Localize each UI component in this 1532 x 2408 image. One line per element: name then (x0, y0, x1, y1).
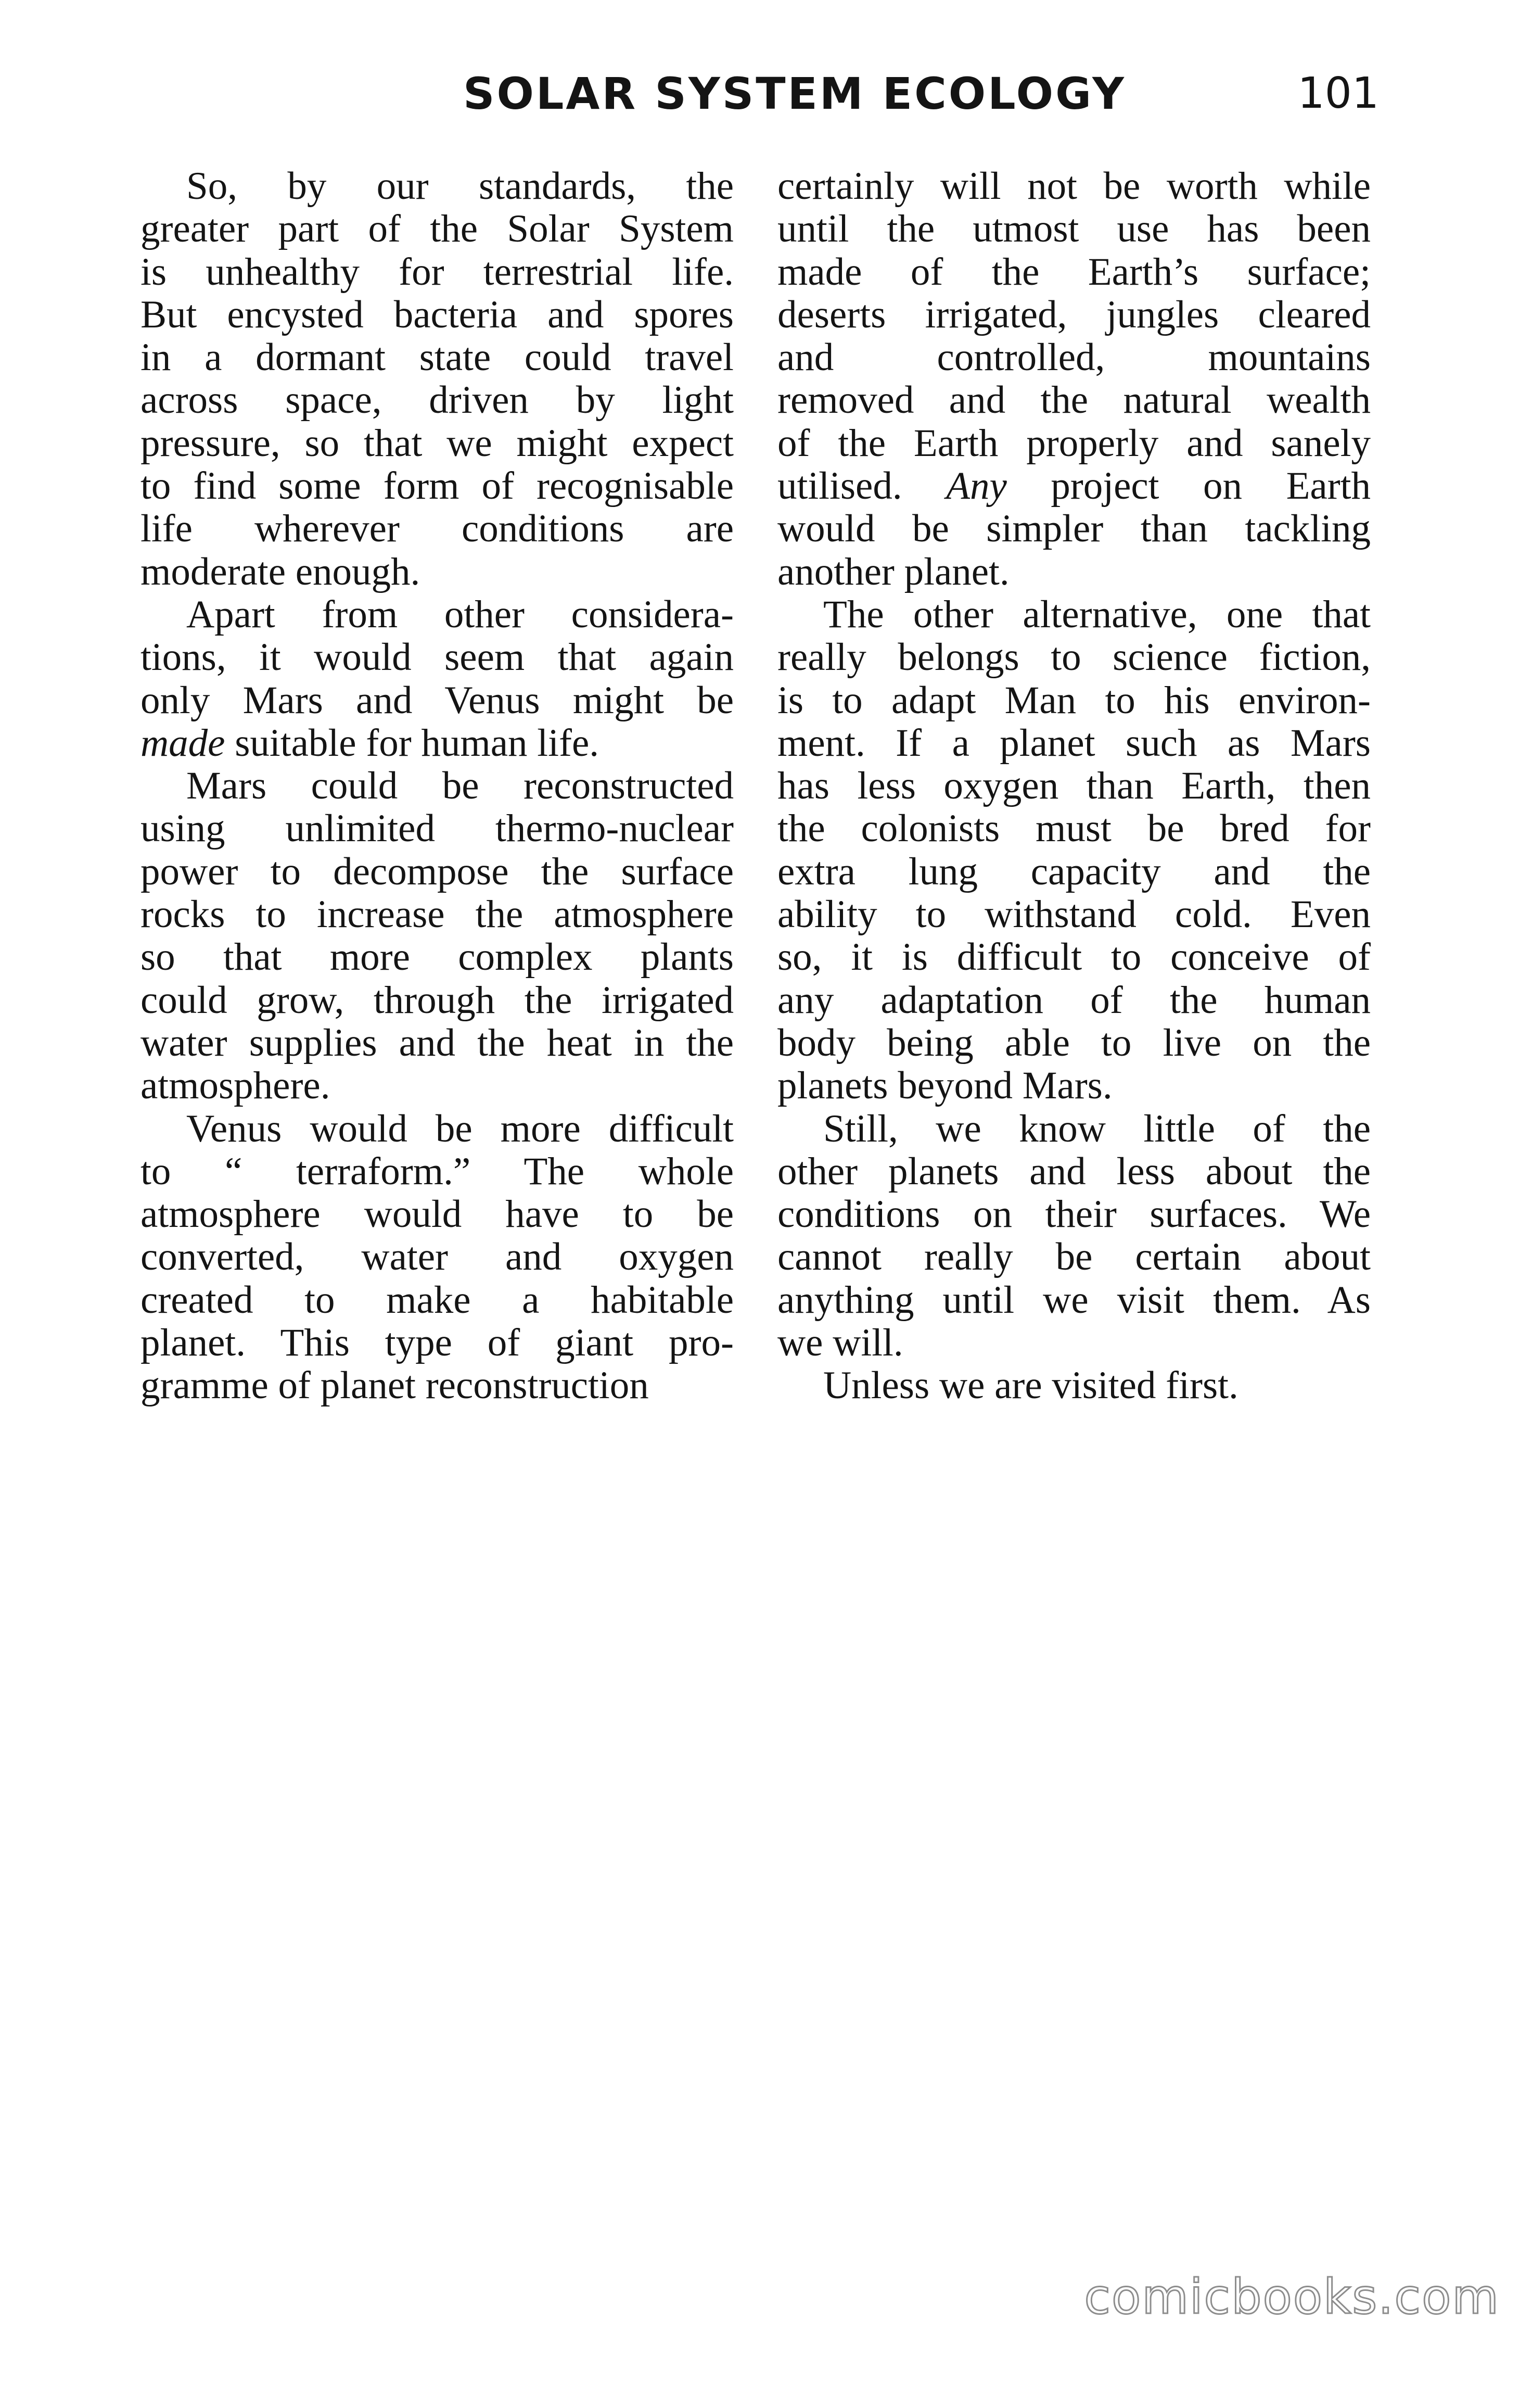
text-segment: to “ terraform.” The whole (141, 1150, 734, 1193)
text-line (141, 979, 734, 1022)
text-segment: of the Earth properly and sanely (777, 422, 1371, 465)
text-segment: greater part of the Solar System (141, 208, 734, 251)
text-segment: the colonists must be bred for (777, 807, 1371, 851)
text-segment: until the utmost use has been (777, 208, 1371, 251)
text-segment: other planets and less about the (777, 1150, 1371, 1193)
text-line (141, 936, 734, 979)
text-segment: conditions on their surfaces. We (777, 1193, 1371, 1236)
text-line (141, 294, 734, 336)
text-line (777, 294, 1371, 336)
watermark: comicbooks.com (1084, 2269, 1500, 2325)
text-segment: planets beyond Mars. (777, 1064, 1113, 1108)
text-segment: life wherever conditions are (141, 508, 734, 551)
text-line (777, 251, 1371, 294)
text-column-right (777, 165, 1371, 1408)
text-segment: so, it is difficult to conceive of (777, 936, 1371, 979)
text-line (777, 1150, 1371, 1193)
text-line (777, 936, 1371, 979)
text-segment: planet. This type of giant pro- (141, 1322, 734, 1365)
text-segment: ment. If a planet such as Mars (777, 721, 1371, 765)
italic-text: made (141, 721, 225, 765)
text-segment: certainly will not be worth while (777, 165, 1371, 208)
text-column-left (141, 165, 734, 1408)
text-segment: removed and the natural wealth (777, 379, 1371, 422)
text-segment: would be simpler than tackling (777, 508, 1371, 551)
text-segment: tions, it would seem that again (141, 636, 734, 679)
paragraph (141, 1108, 734, 1408)
page-header (141, 62, 1379, 125)
text-line (777, 979, 1371, 1022)
text-segment: and controlled, mountains (777, 336, 1371, 379)
text-line (141, 765, 734, 807)
text-segment: Venus would be more difficult (186, 1107, 734, 1150)
text-segment: Still, we know little of the (823, 1107, 1371, 1150)
text-line (141, 893, 734, 936)
text-segment: anything until we visit them. As (777, 1278, 1371, 1322)
text-segment: ability to withstand cold. Even (777, 893, 1371, 936)
text-segment: Mars could be reconstructed (186, 765, 734, 808)
text-line (777, 1193, 1371, 1236)
page-number: 101 (1297, 69, 1379, 118)
text-line (141, 1279, 734, 1322)
text-segment: atmosphere. (141, 1064, 330, 1108)
text-segment: The other alternative, one that (823, 593, 1371, 636)
text-segment: pressure, so that we might expect (141, 422, 734, 465)
italic-text: Any (946, 465, 1007, 508)
text-line (141, 465, 734, 508)
text-segment: Apart from other considera- (186, 593, 734, 636)
text-line (777, 208, 1371, 250)
text-line (141, 379, 734, 422)
text-segment: converted, water and oxygen (141, 1236, 734, 1279)
text-line (141, 1150, 734, 1193)
text-segment: power to decompose the surface (141, 850, 734, 893)
paragraph (141, 165, 734, 593)
text-line (777, 551, 1371, 593)
text-line (141, 851, 734, 893)
text-segment: another planet. (777, 550, 1010, 593)
text-line (777, 508, 1371, 550)
text-segment: moderate enough. (141, 550, 420, 593)
text-segment: So, by our standards, the (186, 165, 734, 208)
text-line (777, 1022, 1371, 1064)
text-line (777, 336, 1371, 379)
text-line (777, 765, 1371, 807)
text-line (777, 465, 1371, 508)
text-line (777, 851, 1371, 893)
text-line (777, 636, 1371, 679)
text-segment: only Mars and Venus might be (141, 679, 734, 722)
text-segment: could grow, through the irrigated (141, 979, 734, 1022)
text-line (777, 379, 1371, 422)
text-segment: atmosphere would have to be (141, 1193, 734, 1236)
text-line (777, 1236, 1371, 1278)
text-line (777, 1364, 1371, 1407)
text-line (141, 807, 734, 850)
text-line (141, 679, 734, 722)
text-line (141, 1022, 734, 1064)
text-segment: using unlimited thermo-nuclear (141, 807, 734, 851)
paragraph (141, 765, 734, 1107)
text-segment: deserts irrigated, jungles cleared (777, 293, 1371, 336)
text-segment: utilised. (777, 465, 947, 508)
text-segment: so that more complex plants (141, 936, 734, 979)
text-segment: water supplies and the heat in the (141, 1021, 734, 1064)
text-line (777, 593, 1371, 636)
text-line (777, 1279, 1371, 1322)
running-title: SOLAR SYSTEM ECOLOGY (463, 68, 1127, 119)
text-line (777, 893, 1371, 936)
text-segment: extra lung capacity and the (777, 850, 1371, 893)
text-segment: made of the Earth’s surface; (777, 250, 1371, 294)
text-line (777, 422, 1371, 465)
text-segment: any adaptation of the human (777, 979, 1371, 1022)
text-line (141, 508, 734, 550)
text-line (777, 679, 1371, 722)
text-line (141, 551, 734, 593)
text-segment: created to make a habitable (141, 1278, 734, 1322)
text-line (777, 1108, 1371, 1150)
text-segment: cannot really be certain about (777, 1236, 1371, 1279)
text-line (777, 1064, 1371, 1107)
text-segment: project on Earth (1006, 465, 1371, 508)
text-line (777, 1322, 1371, 1364)
text-segment: body being able to live on the (777, 1021, 1371, 1064)
text-segment: to find some form of recognisable (141, 465, 734, 508)
text-line (777, 722, 1371, 765)
paragraph (777, 165, 1371, 593)
text-line (141, 208, 734, 250)
paragraph (777, 1108, 1371, 1365)
text-line (141, 165, 734, 208)
text-segment: across space, driven by light (141, 379, 734, 422)
text-line (141, 1322, 734, 1364)
text-line (141, 422, 734, 465)
text-segment: Unless we are visited first. (823, 1364, 1239, 1408)
text-segment: But encysted bacteria and spores (141, 293, 734, 336)
text-segment: in a dormant state could travel (141, 336, 734, 379)
text-line (141, 1193, 734, 1236)
text-line (141, 722, 734, 765)
text-line (141, 336, 734, 379)
text-line (141, 593, 734, 636)
paragraph (141, 593, 734, 765)
text-segment: suitable for human life. (225, 721, 599, 765)
text-line (141, 1364, 734, 1407)
paragraph (777, 1364, 1371, 1407)
paragraph (777, 593, 1371, 1108)
text-line (141, 1064, 734, 1107)
text-segment: is to adapt Man to his environ- (777, 679, 1371, 722)
text-segment: gramme of planet reconstruction (141, 1364, 649, 1408)
text-segment: has less oxygen than Earth, then (777, 765, 1371, 808)
text-line (141, 1108, 734, 1150)
text-line (141, 636, 734, 679)
text-line (777, 807, 1371, 850)
text-line (141, 1236, 734, 1278)
text-line (777, 165, 1371, 208)
text-segment: really belongs to science fiction, (777, 636, 1371, 679)
text-segment: we will. (777, 1322, 903, 1365)
text-segment: rocks to increase the atmosphere (141, 893, 734, 936)
text-segment: is unhealthy for terrestrial life. (141, 250, 734, 294)
text-line (141, 251, 734, 294)
